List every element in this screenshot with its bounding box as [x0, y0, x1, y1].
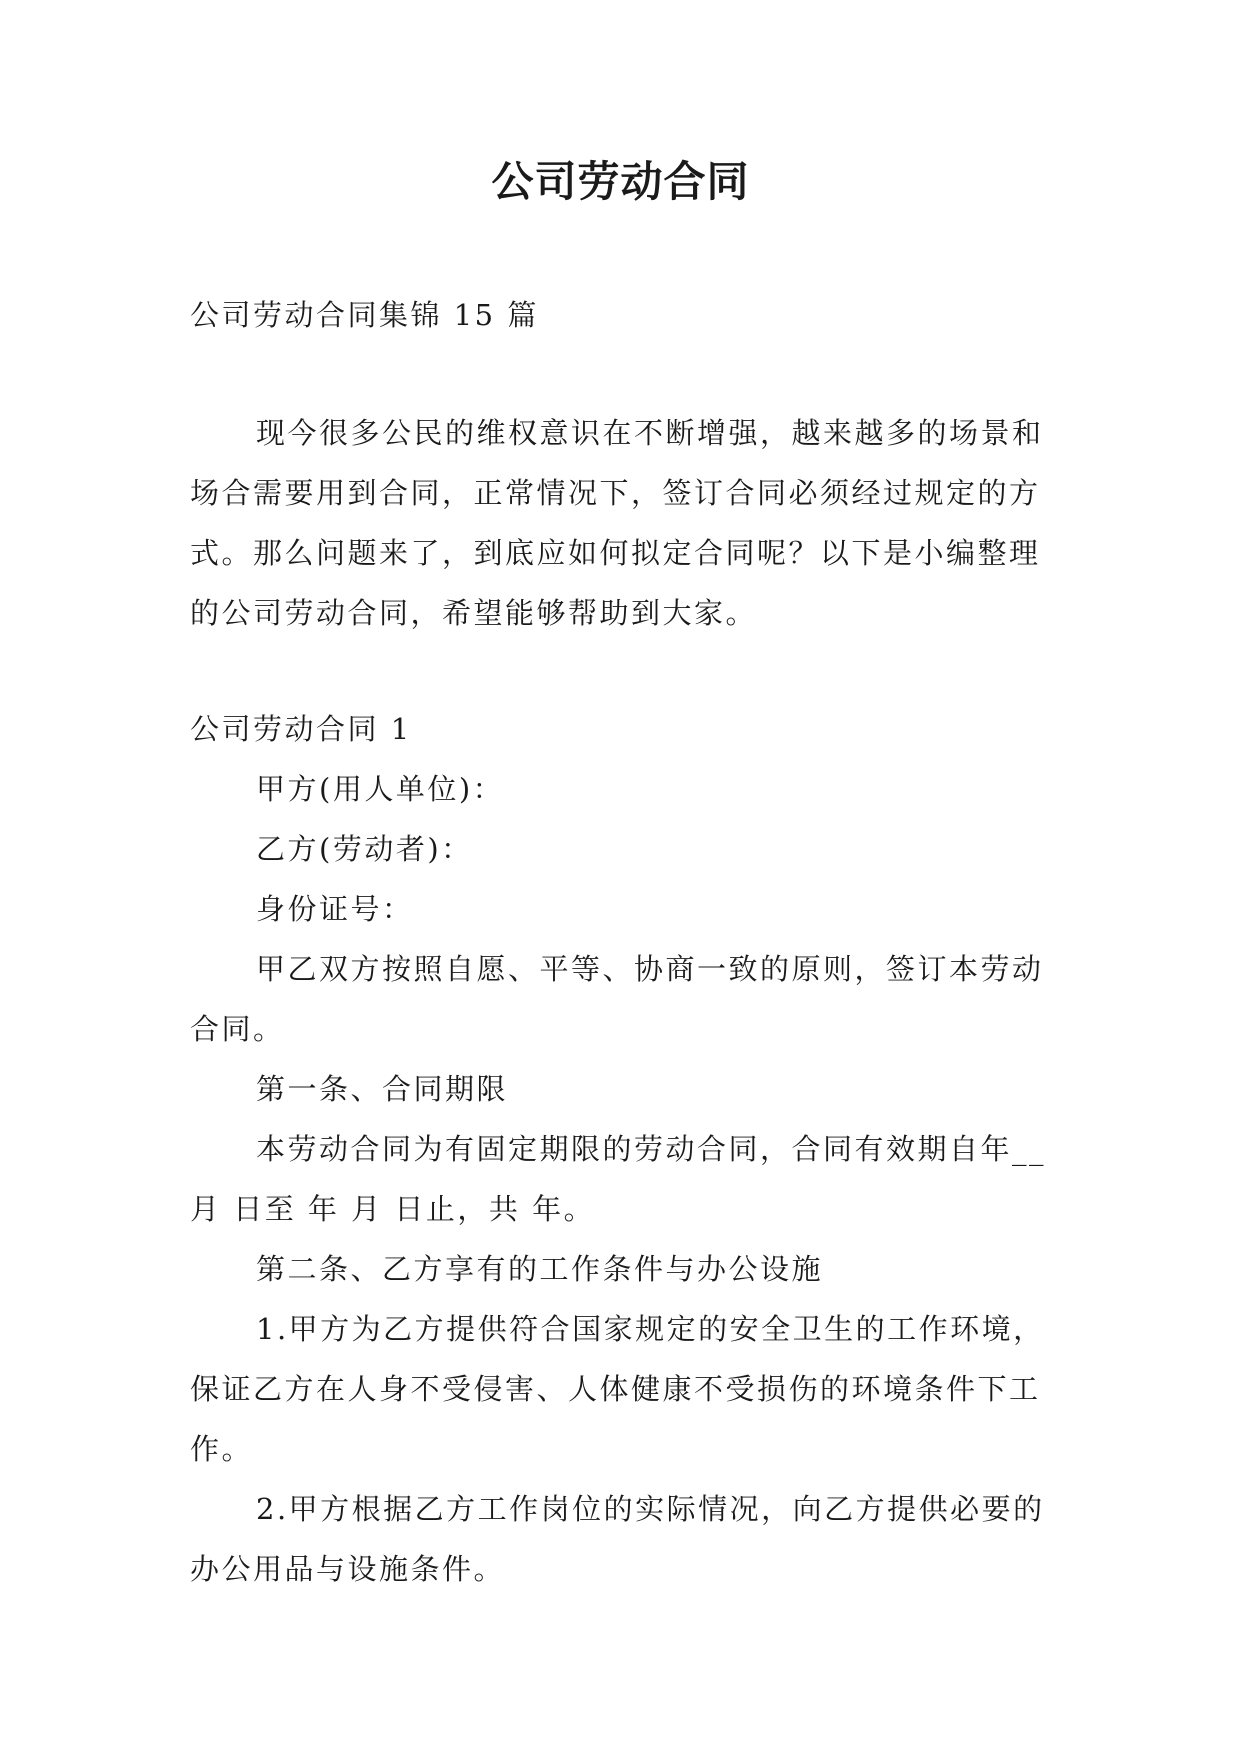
article1-heading: 第一条、合同期限 — [256, 1072, 509, 1106]
document-subtitle: 公司劳动合同集锦 15 篇 — [190, 298, 539, 332]
document-title: 公司劳动合同 — [491, 157, 750, 206]
article2-heading: 第二条、乙方享有的工作条件与办公设施 — [256, 1252, 824, 1286]
article2-item-1: 1.甲方为乙方提供符合国家规定的安全卫生的工作环境，保证乙方在人身不受侵害、人体健康不受损伤的环境条件下工作。 — [190, 1312, 1045, 1466]
article1-paragraph: 本劳动合同为有固定期限的劳动合同，合同有效期自年__月 日至 年 月 日止，共 年。 — [190, 1132, 1047, 1226]
document-body — [190, 285, 1052, 1599]
intro-paragraph: 现今很多公民的维权意识在不断增强，越来越多的场景和场合需要用到合同，正常情况下，签订合同必须经过规定的方式。那么问题来了，到底应如何拟定合同呢？以下是小编整理的公司劳动合同，希望能够帮助到大家。 — [190, 416, 1044, 630]
id-number-line: 身份证号： — [256, 892, 414, 926]
article2-item-2: 2.甲方根据乙方工作岗位的实际情况，向乙方提供必要的办公用品与设施条件。 — [190, 1492, 1045, 1586]
section-heading: 公司劳动合同 1 — [190, 712, 412, 746]
party-b-line: 乙方(劳动者)： — [256, 832, 473, 866]
party-a-line: 甲方(用人单位)： — [256, 772, 505, 806]
principle-paragraph: 甲乙双方按照自愿、平等、协商一致的原则，签订本劳动合同。 — [190, 952, 1044, 1046]
